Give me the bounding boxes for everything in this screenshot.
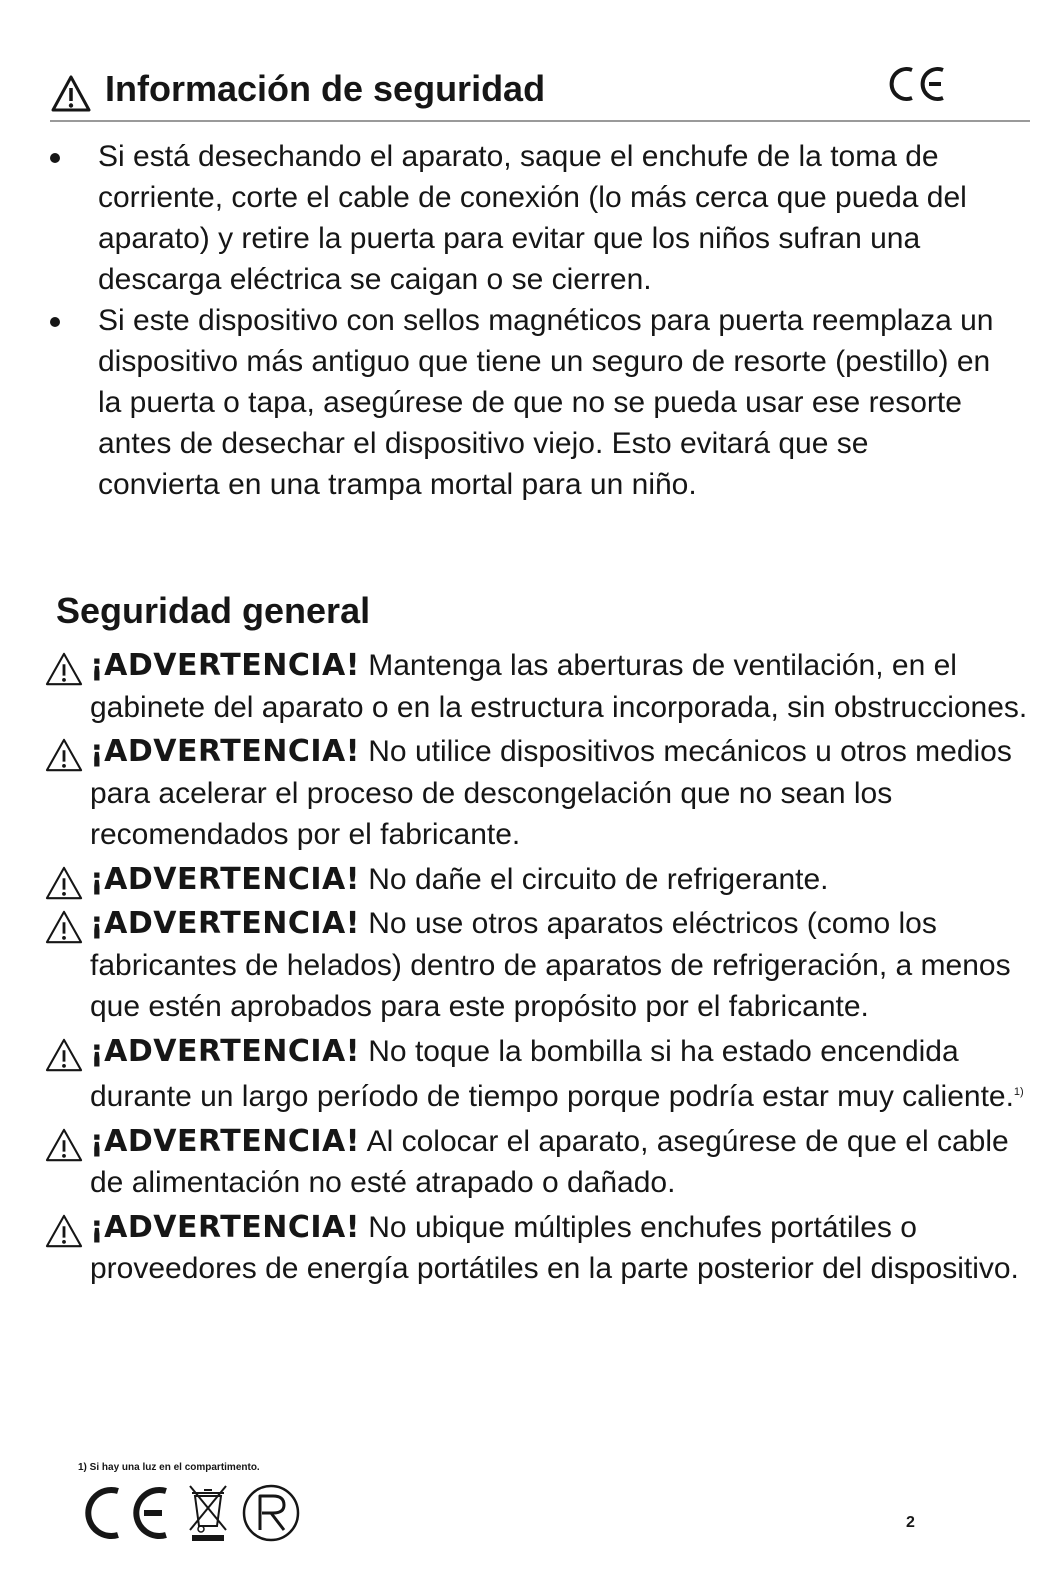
warning-list (44, 645, 1044, 1293)
warning-item (44, 1031, 1044, 1118)
footnote-ref: 1) (1013, 1086, 1024, 1098)
warning-item (44, 1121, 1044, 1204)
warning-label: ¡ADVERTENCIA! (90, 1033, 360, 1069)
disposal-bullet-list (50, 136, 1040, 505)
bullet-text: Si está desechando el aparato, saque el enchufe de la toma de corriente, corte el cable de conexión (lo más cerca que pueda del aparato) y retire la puerta para evitar que los niños sufran una descarga eléctrica se caigan o se cierren. (98, 140, 967, 296)
warning-text (44, 731, 1030, 856)
warning-item (44, 903, 1044, 1028)
warning-triangle-icon (44, 909, 84, 945)
warning-body: No use otros aparatos eléctricos (como los fabricantes de helados) dentro de aparatos de refrigeración, a menos que estén aprobados para este propósito por el fabricante. (90, 907, 1011, 1023)
warning-triangle-icon (44, 1037, 84, 1073)
warning-label: ¡ADVERTENCIA! (90, 1209, 360, 1245)
warning-item (44, 1207, 1044, 1290)
warning-text (44, 645, 1030, 728)
warning-triangle-icon (44, 865, 84, 901)
bullet-text: Si este dispositivo con sellos magnéticos para puerta reemplaza un dispositivo más antiguo que tiene un seguro de resorte (pestillo) en la puerta o tapa, asegúrese de que no se pueda usar ese resorte antes de desechar el dispositivo viejo. Esto evitará que se convierta en una trampa mortal para un niño. (98, 304, 994, 501)
warning-body: Al colocar el aparato, asegúrese de que el cable de alimentación no esté atrapado o dañado. (90, 1124, 1009, 1199)
warning-text (44, 1031, 1030, 1118)
header-divider (50, 120, 1030, 122)
warning-triangle-icon (50, 74, 92, 114)
ce-mark-icon (82, 1482, 172, 1544)
warning-item (44, 731, 1044, 856)
bullet-icon (50, 153, 60, 163)
warning-body: Mantenga las aberturas de ventilación, en el gabinete del aparato o en la estructura incorporada, sin obstrucciones. (90, 649, 1028, 724)
warning-triangle-icon (44, 1127, 84, 1163)
warning-text (44, 859, 1030, 901)
warning-label: ¡ADVERTENCIA! (90, 734, 360, 769)
page-number: 2 (906, 1514, 915, 1531)
ce-mark-icon (888, 64, 948, 104)
warning-triangle-icon (44, 737, 84, 773)
warning-label: ¡ADVERTENCIA! (90, 906, 360, 941)
page-title: Información de seguridad (105, 68, 546, 109)
crossed-bin-icon (186, 1482, 230, 1544)
footnote: 1) Si hay una luz en el compartimento. (78, 1462, 260, 1473)
warning-body: No dañe el circuito de refrigerante. (359, 862, 829, 896)
warning-label: ¡ADVERTENCIA! (90, 1123, 360, 1159)
warning-label: ¡ADVERTENCIA! (90, 861, 360, 897)
warning-text (44, 1207, 1030, 1290)
warning-body: No utilice dispositivos mecánicos u otros medios para acelerar el proceso de descongelación que no sean los recomendados por el fabricante. (90, 735, 1012, 851)
warning-body: No toque la bombilla si ha estado encendida durante un largo período de tiempo porque podría estar muy caliente. (90, 1034, 1014, 1113)
warning-label: ¡ADVERTENCIA! (90, 648, 360, 683)
list-item (50, 136, 1040, 300)
section-title: Seguridad general (56, 590, 371, 631)
warning-text (44, 903, 1030, 1028)
bullet-icon (50, 317, 60, 327)
warning-text (44, 1121, 1030, 1204)
warning-triangle-icon (44, 1213, 84, 1249)
certification-marks (82, 1482, 322, 1544)
warning-body: No ubique múltiples enchufes portátiles o proveedores de energía portátiles en la parte posterior del dispositivo. (90, 1210, 1019, 1285)
list-item (50, 300, 1040, 505)
warning-item (44, 645, 1044, 728)
warning-triangle-icon (44, 651, 84, 687)
warning-item (44, 859, 1044, 901)
header (50, 64, 1030, 120)
registered-mark-icon (240, 1482, 302, 1544)
